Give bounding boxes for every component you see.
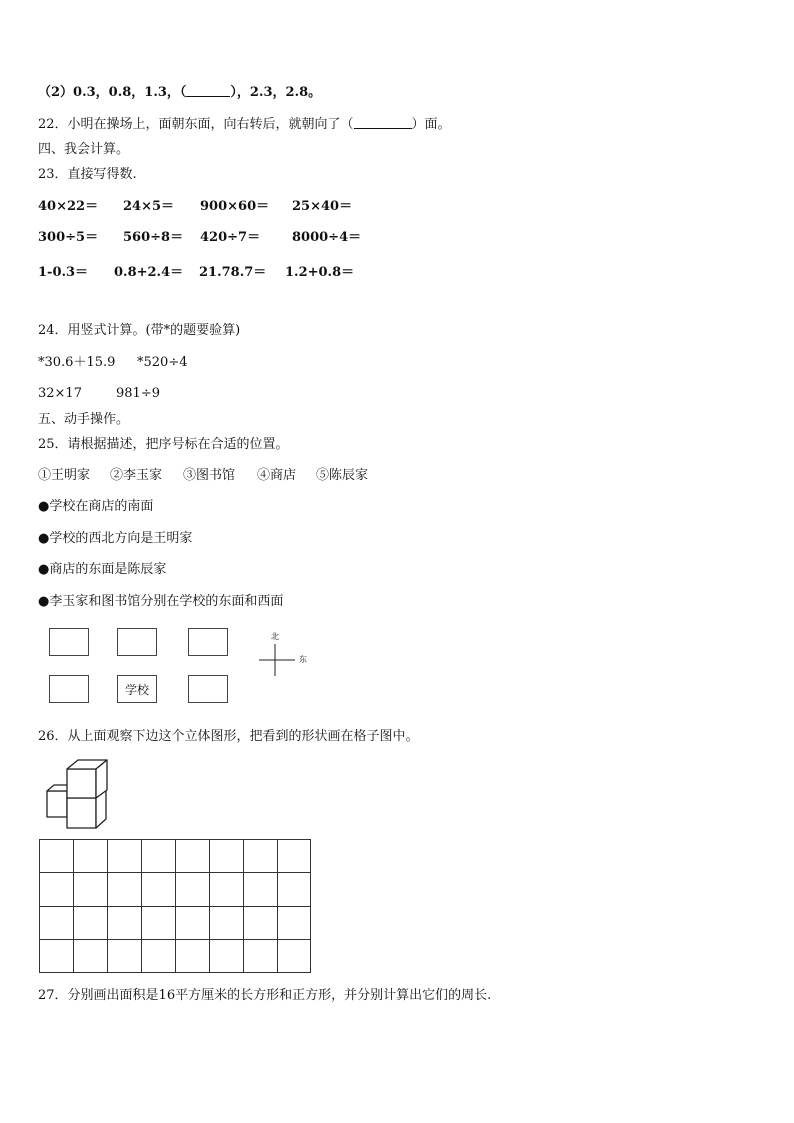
q26-title: 26．从上面观察下边这个立体图形，把看到的形状画在格子图中。 xyxy=(38,729,419,744)
q25-option-3: ③图书馆 xyxy=(183,468,236,483)
answer-grid[interactable] xyxy=(39,839,311,973)
q22-line xyxy=(38,116,451,133)
q23-r1-c1: 40×22＝ xyxy=(38,199,99,214)
section-5-heading: 五、动手操作。 xyxy=(38,412,130,427)
q25-clue-1: ●学校在商店的南面 xyxy=(38,499,154,514)
q24-item-2: *520÷4 xyxy=(137,355,188,370)
q22-prefix: 22．小明在操场上，面朝东面，向右转后，就朝向了（ xyxy=(38,117,354,132)
q25-option-2: ②李玉家 xyxy=(110,468,163,483)
school-box xyxy=(117,675,157,703)
school-label: 学校 xyxy=(124,682,149,697)
q23-r2-c4: 8000÷4＝ xyxy=(292,230,362,245)
q23-r1-c3: 900×60＝ xyxy=(200,199,270,214)
q21-2-answer-blank[interactable] xyxy=(186,84,230,97)
q25-option-1: ①王明家 xyxy=(38,468,91,483)
q23-r3-c4: 1.2+0.8＝ xyxy=(285,265,355,280)
q24-item-4: 981÷9 xyxy=(116,386,160,401)
q23-r3-c2: 0.8+2.4＝ xyxy=(114,265,184,280)
q23-r2-c1: 300÷5＝ xyxy=(38,230,99,245)
q21-2-line xyxy=(38,84,321,101)
q25-option-4: ④商店 xyxy=(257,468,297,483)
position-box-top-left[interactable] xyxy=(49,628,89,656)
cube-figure xyxy=(44,756,120,832)
q25-clue-4: ●李玉家和图书馆分别在学校的东面和西面 xyxy=(38,594,284,609)
q23-r2-c3: 420÷7＝ xyxy=(200,230,261,245)
q21-2-prefix: （2）0.3，0.8，1.3，（ xyxy=(38,85,187,100)
q24-item-1: *30.6＋15.9 xyxy=(38,355,116,370)
q25-option-5: ⑤陈辰家 xyxy=(316,468,369,483)
position-box-bottom-left[interactable] xyxy=(49,675,89,703)
section-4-heading: 四、我会计算。 xyxy=(38,142,130,157)
compass-east-label: 东 xyxy=(299,655,307,664)
q23-r2-c2: 560÷8＝ xyxy=(123,230,184,245)
q25-title: 25．请根据描述，把序号标在合适的位置。 xyxy=(38,437,289,452)
q23-r1-c2: 24×5＝ xyxy=(123,199,175,214)
compass-rose xyxy=(255,634,315,680)
q21-2-suffix: ），2.3，2.8。 xyxy=(230,85,322,100)
q25-clue-2: ●学校的西北方向是王明家 xyxy=(38,531,193,546)
compass-north-label: 北 xyxy=(271,632,279,641)
position-box-bottom-right[interactable] xyxy=(188,675,228,703)
position-box-top-center[interactable] xyxy=(117,628,157,656)
q23-r3-c3: 21.78.7＝ xyxy=(199,265,267,280)
q25-clue-3: ●商店的东面是陈辰家 xyxy=(38,562,167,577)
position-box-top-right[interactable] xyxy=(188,628,228,656)
q22-suffix: ）面。 xyxy=(411,117,451,132)
q23-r3-c1: 1-0.3＝ xyxy=(38,265,89,280)
q22-answer-blank[interactable] xyxy=(354,116,412,129)
cube-stack-icon xyxy=(44,756,120,832)
q24-item-3: 32×17 xyxy=(38,386,82,401)
q23-r1-c4: 25×40＝ xyxy=(292,199,353,214)
q24-title: 24．用竖式计算。(带*的题要验算) xyxy=(38,323,241,338)
q23-title: 23．直接写得数. xyxy=(38,167,137,182)
q27-title: 27．分别画出面积是16平方厘米的长方形和正方形，并分别计算出它们的周长. xyxy=(38,988,492,1003)
